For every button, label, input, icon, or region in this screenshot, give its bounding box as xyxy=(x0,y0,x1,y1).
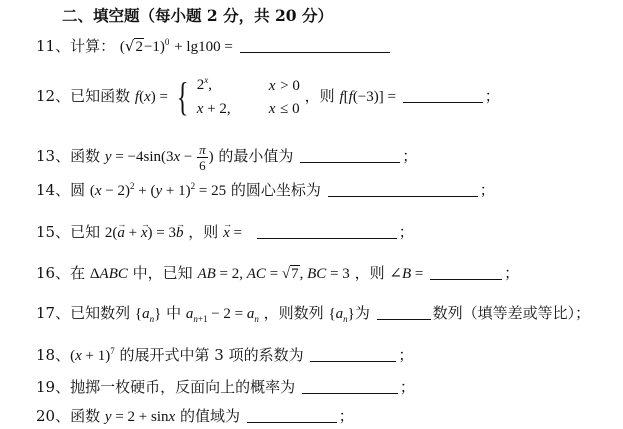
question-15: 15、已知 2(→ a + → x) = 3→ b ，则 → x = ； xyxy=(36,222,414,243)
question-mid: 中 xyxy=(166,304,182,322)
semicolon: ； xyxy=(402,147,418,165)
answer-blank[interactable] xyxy=(328,181,478,197)
question-11: 11、计算： $(√2-1)^0 + \lg 100$ = xyxy=(36,36,392,57)
question-suffix: 的展开式中第 3 项的系数为 xyxy=(119,346,304,364)
piecewise-cases: 2$^x$, x > 0 x + 2, x ≤ 0 xyxy=(196,75,300,117)
question-mid: ，则 xyxy=(304,87,335,105)
question-number: 18、 xyxy=(36,346,71,364)
question-13: 13、函数 y = −4sin(3x − $\frac{\pi}{6}$ ) 的最小值为 ； xyxy=(36,141,418,173)
question-mid: ，则 xyxy=(188,223,219,241)
question-prefix: 圆 xyxy=(70,181,86,199)
question-number: 11、 xyxy=(36,37,71,55)
question-suffix: 的值域为 xyxy=(179,407,240,425)
answer-blank[interactable] xyxy=(257,223,397,239)
answer-blank[interactable] xyxy=(377,304,431,320)
question-12: 12、已知函数 f(x) = { 2$^x$, x > 0 x + 2, x ≤ 0 ，则 f[f(−3)] = ； xyxy=(36,74,500,119)
answer-blank[interactable] xyxy=(310,346,396,362)
question-prefix: 在 xyxy=(70,264,86,282)
question-number: 17、 xyxy=(36,304,71,322)
question-prefix: 函数 xyxy=(70,407,101,425)
question-20: 20、函数 y = 2 + sinx 的值域为 ； xyxy=(36,407,354,425)
question-19 xyxy=(36,377,415,397)
answer-blank[interactable] xyxy=(403,87,483,103)
semicolon: ； xyxy=(504,264,520,282)
question-mid: 中，已知 xyxy=(132,264,193,282)
answer-blank[interactable] xyxy=(300,147,400,163)
semicolon: ； xyxy=(399,378,415,396)
answer-blank[interactable] xyxy=(430,264,502,280)
question-prefix: 函数 xyxy=(70,147,101,165)
question-suffix: 数列（填等差或等比） xyxy=(432,304,576,322)
answer-blank[interactable] xyxy=(302,378,398,394)
section-title: 二、填空题（每小题 2 分，共 20 分） xyxy=(62,6,333,25)
question-number: 14、 xyxy=(36,181,71,199)
question-14: 14、圆 $(x - 2)^2 + (y + 1)^2 = 25$ 的圆心坐标为 ； xyxy=(36,181,495,199)
question-suffix: 的圆心坐标为 xyxy=(230,181,321,199)
semicolon: ； xyxy=(398,223,414,241)
answer-blank[interactable] xyxy=(240,37,390,53)
question-prefix: 已知 xyxy=(70,223,101,241)
question-number: 13、 xyxy=(36,147,71,165)
question-mid-3: 为 xyxy=(354,304,370,322)
question-prefix: 已知数列 xyxy=(70,304,131,322)
question-number: 12、 xyxy=(36,87,71,105)
expression-tail: + lg100 = xyxy=(174,39,233,55)
question-number: 16、 xyxy=(36,264,71,282)
question-17: 17、已知数列 $\{a_n\}$ 中 $a_{n+1} - 2 = a_n$ ，则数列 $\{a_n\}$为 数列（填等差或等比）； xyxy=(36,304,591,324)
fraction-pi-6: $\frac{\pi}{6}$ xyxy=(199,141,206,173)
question-mid-2: ，则 xyxy=(354,264,385,282)
question-prefix: 计算： xyxy=(70,37,116,55)
question-number: 15、 xyxy=(36,223,71,241)
answer-blank[interactable] xyxy=(247,407,337,423)
question-number: 20、 xyxy=(36,407,71,425)
question-text: 抛掷一枚硬币，反面向上的概率为 xyxy=(70,378,296,396)
semicolon: ； xyxy=(479,181,495,199)
question-mid-2: ，则数列 xyxy=(263,304,324,322)
question-number: 19、 xyxy=(36,378,71,396)
question-suffix: 的最小值为 xyxy=(218,147,294,165)
semicolon: ； xyxy=(338,407,354,425)
question-prefix: 已知函数 xyxy=(70,87,131,105)
exponent: 0 xyxy=(164,37,170,47)
question-16: 16、在 ΔABC 中，已知 AB = 2, AC = √7, BC = 3 ，则 ∠B = ； xyxy=(36,264,520,282)
semicolon: ； xyxy=(484,87,500,105)
semicolon: ； xyxy=(398,346,414,364)
semicolon: ； xyxy=(575,304,591,322)
question-18: 18、$(x + 1)^7$ 的展开式中第 3 项的系数为 ； xyxy=(36,346,414,364)
